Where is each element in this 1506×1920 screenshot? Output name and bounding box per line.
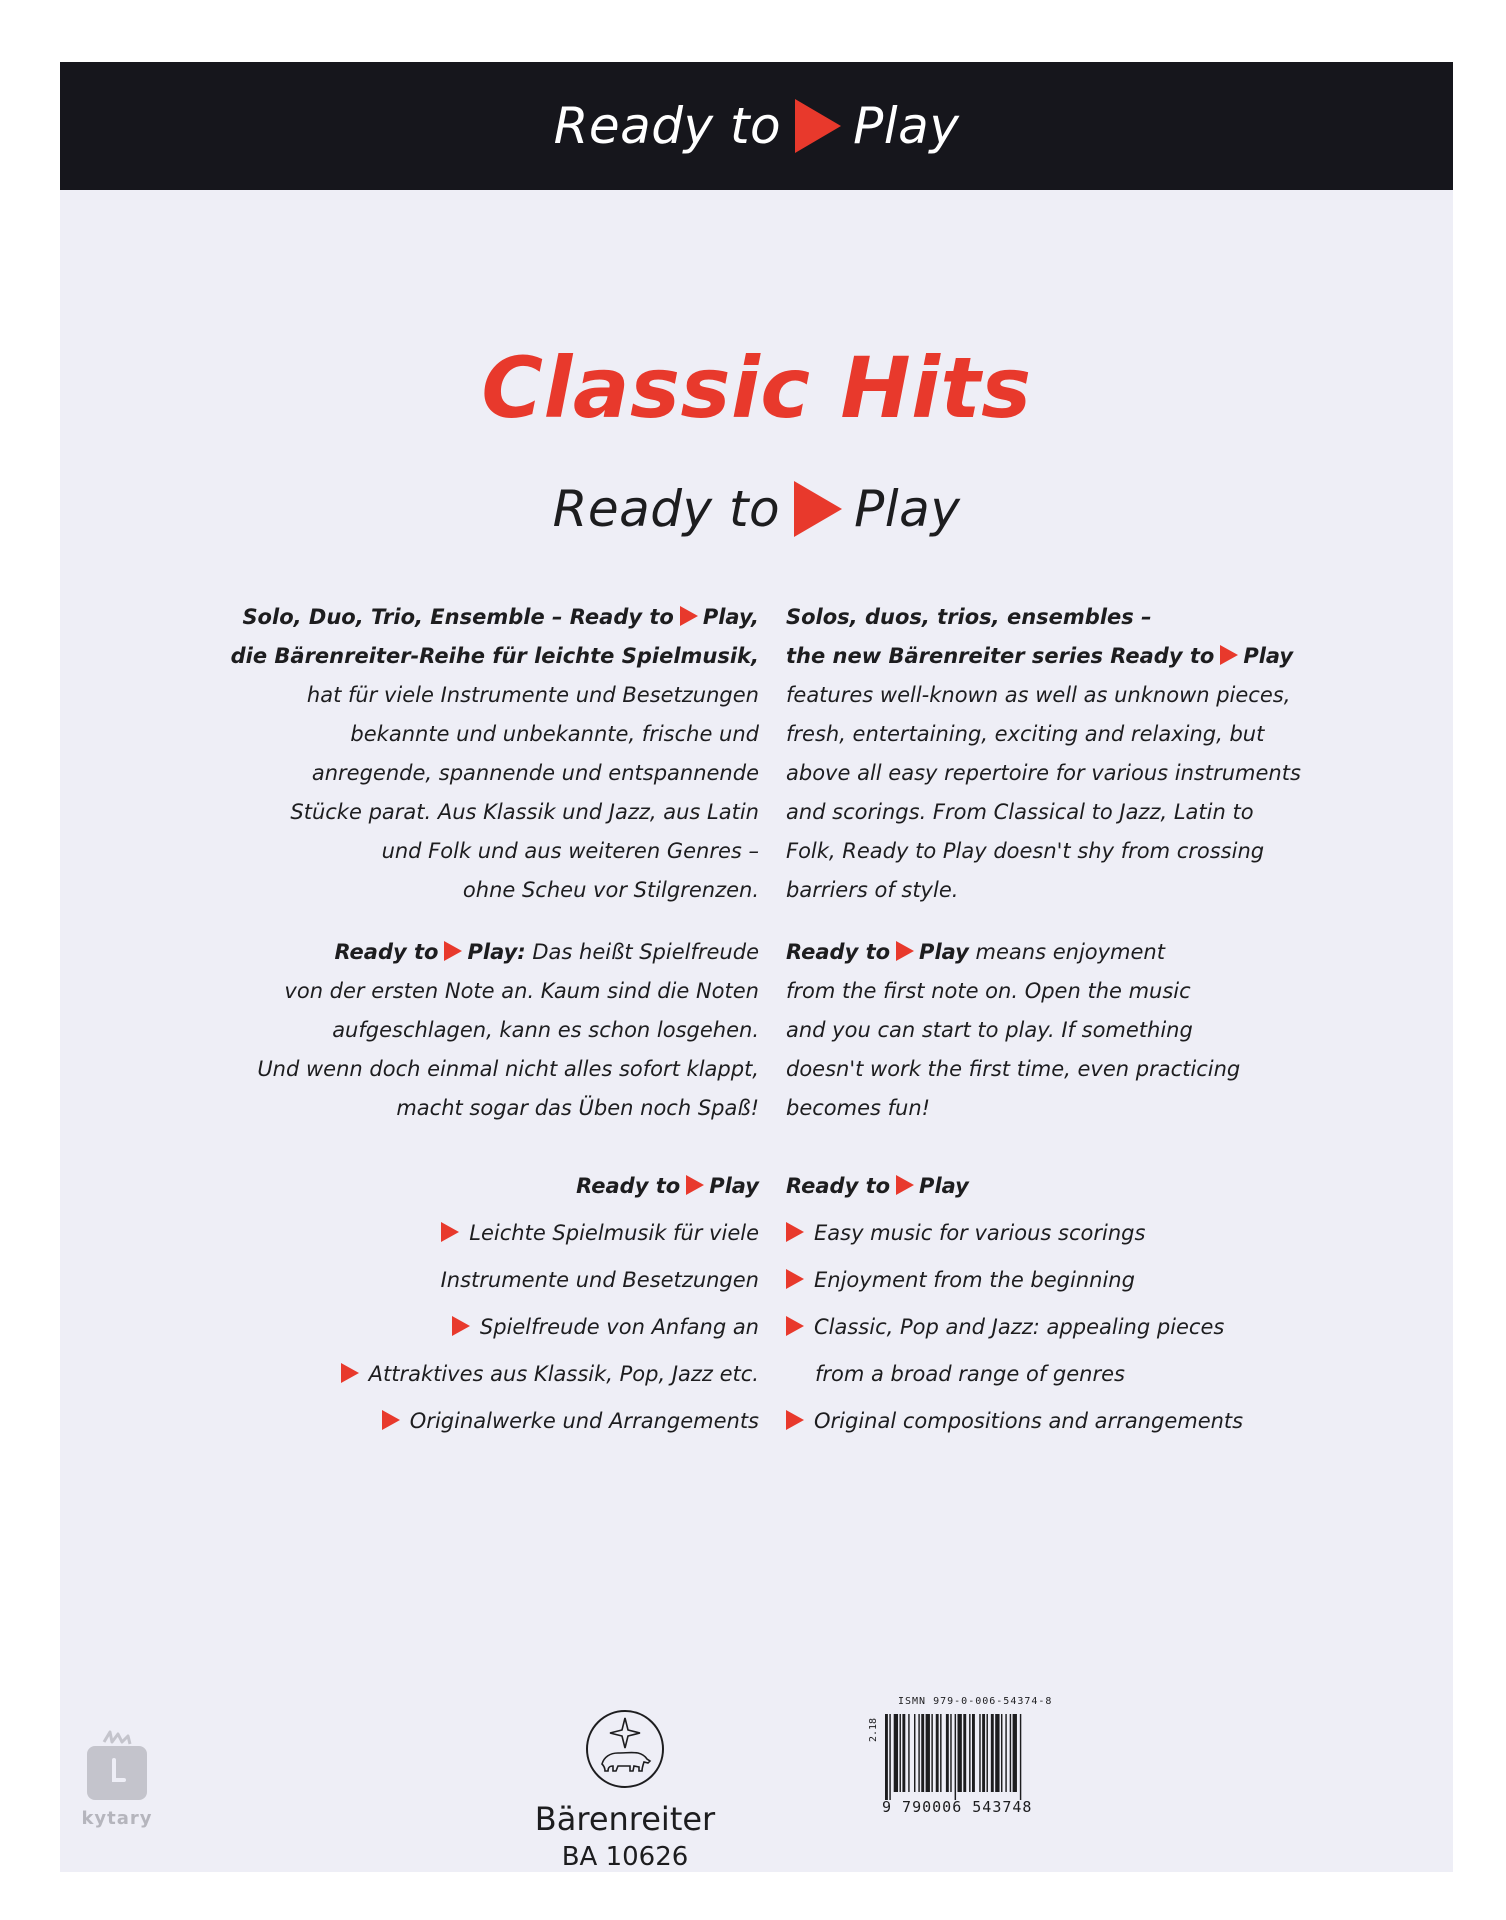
play-triangle-icon [1220, 645, 1238, 665]
play-triangle-icon [896, 941, 914, 961]
german-para2-line: von der ersten Note an. Kaum sind die Noten [284, 979, 759, 1003]
german-para2-line: macht sogar das Üben noch Spaß! [396, 1096, 759, 1120]
back-cover [60, 62, 1453, 1872]
series-logo [554, 97, 960, 155]
ismn-label: ISMN 979-0-006-54374-8 [898, 1696, 1053, 1707]
german-list-item: Attraktives aus Klassik, Pop, Jazz etc. [199, 1351, 759, 1398]
ean-number: 9 790006 543748 [882, 1798, 1033, 1816]
series-logo-text-left: Ready to [553, 97, 782, 155]
english-intro-line: fresh, entertaining, exciting and relaxing, but [786, 722, 1265, 746]
english-feature-list [786, 1163, 1346, 1445]
german-intro [199, 598, 759, 910]
subtitle-logo-text-left: Ready to [552, 480, 781, 538]
english-list-item: Easy music for various scorings [786, 1210, 1346, 1257]
play-triangle-icon [794, 481, 842, 537]
english-para2-line: and you can start to play. If something [786, 1018, 1193, 1042]
subtitle-logo-text-right: Play [854, 480, 961, 538]
play-triangle-icon [896, 1175, 914, 1195]
german-list-item: Spielfreude von Anfang an [199, 1304, 759, 1351]
catalog-number: BA 10626 [561, 1842, 689, 1872]
german-feature-list [199, 1163, 759, 1445]
publisher-block [505, 1708, 745, 1872]
german-list-item: Leichte Spielmusik für viele [199, 1210, 759, 1257]
subtitle-logo-wrap [60, 480, 1453, 538]
bullet-triangle-icon [452, 1316, 470, 1336]
german-list-heading: Ready to Play [576, 1174, 759, 1198]
english-intro-line: and scorings. From Classical to Jazz, Latin to [786, 800, 1254, 824]
book-title: Classic Hits [481, 339, 1032, 437]
play-triangle-icon [686, 1175, 704, 1195]
german-intro-line: bekannte und unbekannte, frische und [350, 722, 759, 746]
german-intro-line: Stücke parat. Aus Klassik und Jazz, aus Latin [290, 800, 759, 824]
subtitle-series-logo [553, 480, 961, 538]
german-list-item: Originalwerke und Arrangements [199, 1398, 759, 1445]
english-paragraph-2 [786, 933, 1346, 1128]
german-intro-line: ohne Scheu vor Stilgrenzen. [462, 878, 759, 902]
english-para2-line: doesn't work the first time, even practicing [786, 1057, 1241, 1081]
german-para2-line: Und wenn doch einmal nicht alles sofort klappt, [257, 1057, 759, 1081]
bullet-triangle-icon [382, 1410, 400, 1430]
english-para2-line: becomes fun! [786, 1096, 931, 1120]
english-para2-line: Ready to Play means enjoyment [786, 940, 1165, 964]
german-intro-line: anregende, spannende und entspannende [311, 761, 759, 785]
play-triangle-icon [444, 941, 462, 961]
bullet-triangle-icon [441, 1222, 459, 1242]
barcode-area [868, 1696, 1082, 1856]
series-logo-text-right: Play [853, 97, 960, 155]
bullet-triangle-icon [786, 1269, 804, 1289]
play-triangle-icon [795, 99, 841, 153]
bullet-triangle-icon [341, 1363, 359, 1383]
english-intro-line: the new Bärenreiter series Ready to Play [786, 644, 1294, 668]
german-intro-line: Solo, Duo, Trio, Ensemble – Ready to Play, [242, 605, 759, 629]
english-list-heading: Ready to Play [786, 1174, 969, 1198]
kytary-watermark [80, 1730, 154, 1829]
english-intro-line: Folk, Ready to Play doesn't shy from crossing [786, 839, 1265, 863]
kytary-logo-icon [84, 1730, 150, 1802]
german-intro-line: die Bärenreiter-Reihe für leichte Spielmusik, [230, 644, 759, 668]
english-para2-line: from the first note on. Open the music [786, 979, 1191, 1003]
bullet-triangle-icon [786, 1410, 804, 1430]
english-intro [786, 598, 1346, 910]
baerenreiter-bear-logo-icon [584, 1708, 666, 1790]
watermark-text: kytary [81, 1808, 153, 1829]
bullet-triangle-icon [786, 1222, 804, 1242]
english-list-item: Classic, Pop and Jazz: appealing pieces [786, 1304, 1346, 1351]
english-list-item: Enjoyment from the beginning [786, 1257, 1346, 1304]
english-intro-line: above all easy repertoire for various instruments [786, 761, 1301, 785]
barcode-icon [884, 1714, 1069, 1800]
play-triangle-icon [680, 606, 698, 626]
german-para2-line: Ready to Play: Das heißt Spielfreude [334, 940, 759, 964]
price-code: 2.18 [868, 1717, 879, 1742]
english-intro-line: Solos, duos, trios, ensembles – [786, 605, 1152, 629]
german-intro-line: hat für viele Instrumente und Besetzungen [306, 683, 759, 707]
english-intro-line: barriers of style. [786, 878, 959, 902]
english-list-item: Original compositions and arrangements [786, 1398, 1346, 1445]
german-intro-line: und Folk und aus weiteren Genres – [381, 839, 759, 863]
header-band [60, 62, 1453, 190]
english-list-item-continued: from a broad range of genres [815, 1362, 1125, 1386]
bullet-triangle-icon [786, 1316, 804, 1336]
german-paragraph-2 [199, 933, 759, 1128]
english-intro-line: features well-known as well as unknown pieces, [786, 683, 1291, 707]
german-list-item-continued: Instrumente und Besetzungen [440, 1268, 759, 1292]
publisher-name: Bärenreiter [534, 1800, 716, 1838]
german-para2-line: aufgeschlagen, kann es schon losgehen. [332, 1018, 759, 1042]
